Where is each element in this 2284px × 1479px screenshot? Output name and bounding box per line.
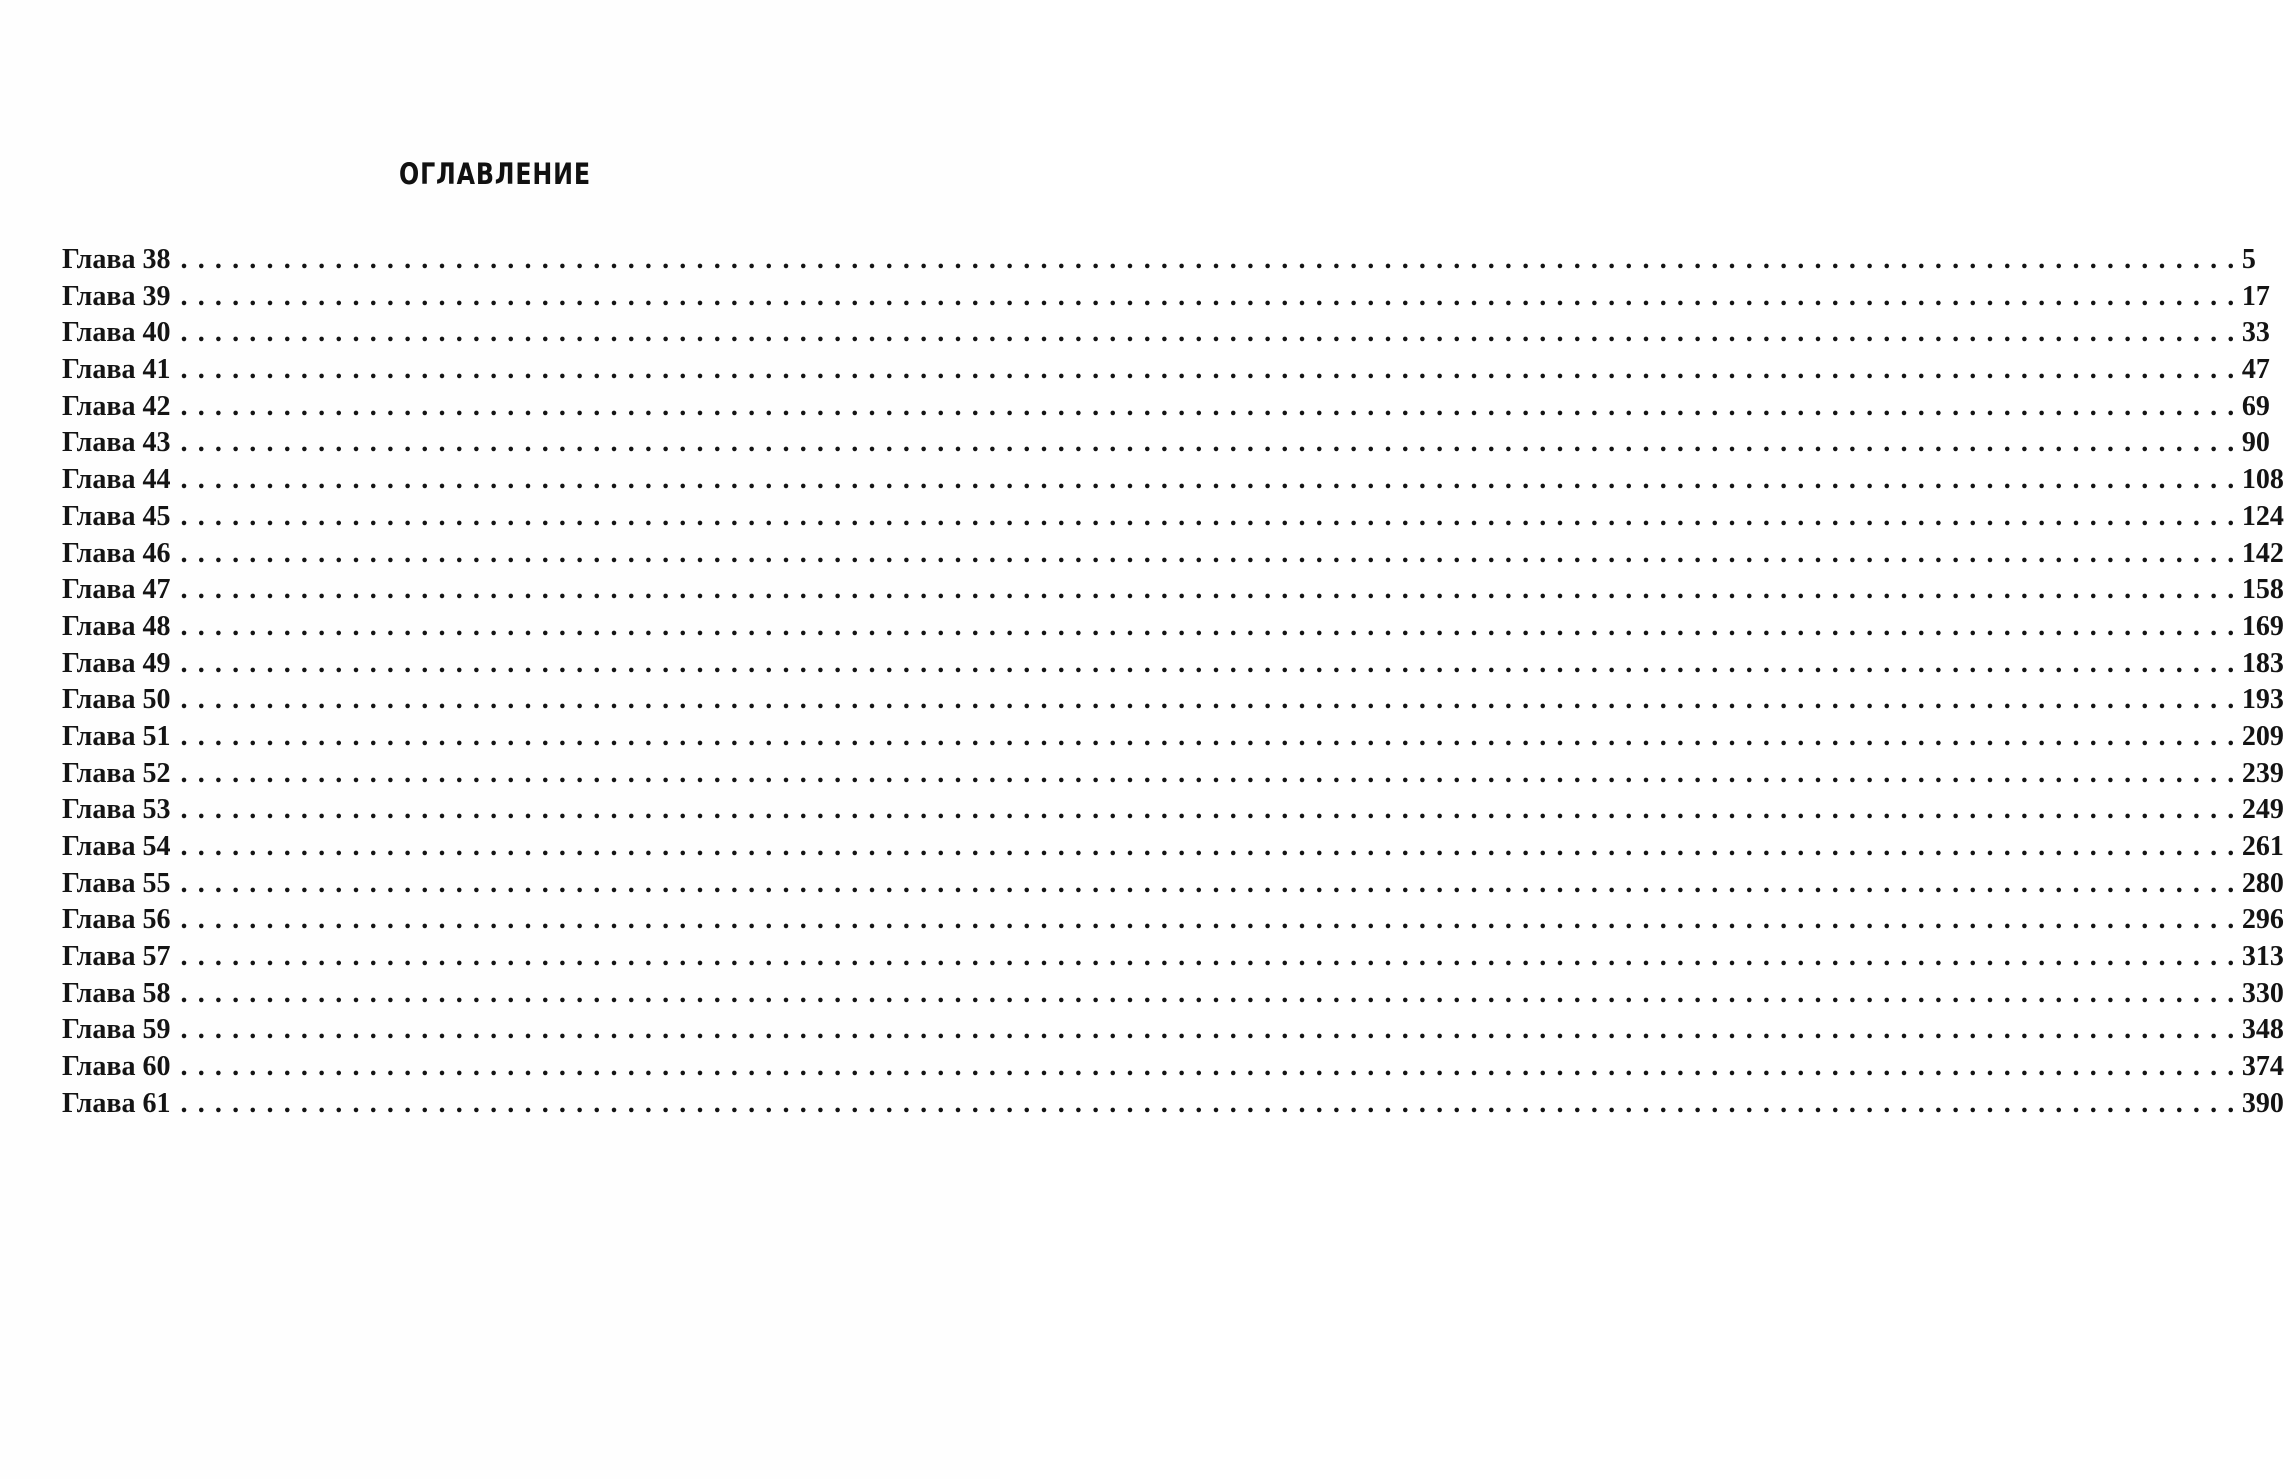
dot-leader: . . . . . . . . . . . . . . . . . . . . . . . . . . . . . . . . . . . . . . . . . . . . . . . . . . . . . . . . . . . . . . . . . . . . . . . . . . . . . . . . . . . . . . . . . . . . . . . . . . . . . . . . . . . . . . . . . . . . . . . . xyxy=(180,941,2236,973)
toc-entry xyxy=(62,866,2284,903)
dot-leader: . . . . . . . . . . . . . . . . . . . . . . . . . . . . . . . . . . . . . . . . . . . . . . . . . . . . . . . . . . . . . . . . . . . . . . . . . . . . . . . . . . . . . . . . . . . . . . . . . . . . . . . . . . . . . . . . . . . . . . . . xyxy=(180,647,2236,679)
dot-leader: . . . . . . . . . . . . . . . . . . . . . . . . . . . . . . . . . . . . . . . . . . . . . . . . . . . . . . . . . . . . . . . . . . . . . . . . . . . . . . . . . . . . . . . . . . . . . . . . . . . . . . . . . . . . . . . . . . . . . . . . xyxy=(180,831,2236,862)
page-number: 374 xyxy=(2241,1051,2284,1083)
toc-entry xyxy=(62,646,2284,683)
table-of-contents xyxy=(62,242,2284,1123)
chapter-label: Глава 60 xyxy=(62,1051,171,1083)
dot-leader: . . . . . . . . . . . . . . . . . . . . . . . . . . . . . . . . . . . . . . . . . . . . . . . . . . . . . . . . . . . . . . . . . . . . . . . . . . . . . . . . . . . . . . . . . . . . . . . . . . . . . . . . . . . . . . . . . . . . . . . . xyxy=(180,867,2236,899)
toc-entry xyxy=(62,1049,2284,1086)
page-number: 47 xyxy=(2241,354,2270,386)
toc-entry xyxy=(62,1012,2284,1049)
chapter-label: Глава 56 xyxy=(62,904,171,936)
chapter-label: Глава 41 xyxy=(62,354,171,386)
chapter-label: Глава 59 xyxy=(62,1014,171,1046)
toc-entry xyxy=(62,462,2284,499)
toc-entry xyxy=(62,499,2284,536)
toc-entry xyxy=(62,792,2284,829)
page-number: 142 xyxy=(2241,537,2284,569)
dot-leader: . . . . . . . . . . . . . . . . . . . . . . . . . . . . . . . . . . . . . . . . . . . . . . . . . . . . . . . . . . . . . . . . . . . . . . . . . . . . . . . . . . . . . . . . . . . . . . . . . . . . . . . . . . . . . . . . . . . . . . . . xyxy=(180,390,2236,422)
page-number: 69 xyxy=(2241,390,2270,422)
toc-entry xyxy=(62,976,2284,1013)
page-number: 17 xyxy=(2241,280,2270,312)
page-number: 313 xyxy=(2241,941,2284,973)
toc-entry xyxy=(62,389,2270,426)
page-number: 261 xyxy=(2241,831,2284,862)
dot-leader: . . . . . . . . . . . . . . . . . . . . . . . . . . . . . . . . . . . . . . . . . . . . . . . . . . . . . . . . . . . . . . . . . . . . . . . . . . . . . . . . . . . . . . . . . . . . . . . . . . . . . . . . . . . . . . . . . . . . . . . . xyxy=(180,904,2236,936)
page-number: 330 xyxy=(2241,977,2284,1009)
page-number: 280 xyxy=(2241,867,2284,899)
chapter-label: Глава 47 xyxy=(62,574,171,606)
page-number: 249 xyxy=(2241,794,2284,826)
page-number: 108 xyxy=(2241,464,2284,496)
dot-leader: . . . . . . . . . . . . . . . . . . . . . . . . . . . . . . . . . . . . . . . . . . . . . . . . . . . . . . . . . . . . . . . . . . . . . . . . . . . . . . . . . . . . . . . . . . . . . . . . . . . . . . . . . . . . . . . . . . . . . . . . xyxy=(180,1087,2236,1119)
toc-entry xyxy=(62,902,2284,939)
toc-entry xyxy=(62,829,2284,866)
chapter-label: Глава 55 xyxy=(62,867,171,899)
page-number: 90 xyxy=(2241,427,2270,459)
chapter-label: Глава 54 xyxy=(62,831,171,862)
toc-entry xyxy=(62,572,2284,609)
chapter-label: Глава 46 xyxy=(62,537,171,569)
toc-entry xyxy=(62,425,2270,462)
chapter-label: Глава 44 xyxy=(62,464,171,496)
dot-leader: . . . . . . . . . . . . . . . . . . . . . . . . . . . . . . . . . . . . . . . . . . . . . . . . . . . . . . . . . . . . . . . . . . . . . . . . . . . . . . . . . . . . . . . . . . . . . . . . . . . . . . . . . . . . . . . . . . . . . . . . xyxy=(180,684,2236,716)
page-number: 158 xyxy=(2241,574,2284,606)
dot-leader: . . . . . . . . . . . . . . . . . . . . . . . . . . . . . . . . . . . . . . . . . . . . . . . . . . . . . . . . . . . . . . . . . . . . . . . . . . . . . . . . . . . . . . . . . . . . . . . . . . . . . . . . . . . . . . . . . . . . . . . . xyxy=(180,244,2236,275)
chapter-label: Глава 53 xyxy=(62,794,171,826)
toc-entry xyxy=(62,315,2270,352)
dot-leader: . . . . . . . . . . . . . . . . . . . . . . . . . . . . . . . . . . . . . . . . . . . . . . . . . . . . . . . . . . . . . . . . . . . . . . . . . . . . . . . . . . . . . . . . . . . . . . . . . . . . . . . . . . . . . . . . . . . . . . . . xyxy=(180,574,2236,606)
chapter-label: Глава 57 xyxy=(62,941,171,973)
dot-leader: . . . . . . . . . . . . . . . . . . . . . . . . . . . . . . . . . . . . . . . . . . . . . . . . . . . . . . . . . . . . . . . . . . . . . . . . . . . . . . . . . . . . . . . . . . . . . . . . . . . . . . . . . . . . . . . . . . . . . . . . xyxy=(180,500,2236,532)
toc-entry xyxy=(62,352,2270,389)
page-title: ОГЛАВЛЕНИЕ xyxy=(399,157,591,192)
chapter-label: Глава 39 xyxy=(62,280,171,312)
toc-entry xyxy=(62,939,2284,976)
dot-leader: . . . . . . . . . . . . . . . . . . . . . . . . . . . . . . . . . . . . . . . . . . . . . . . . . . . . . . . . . . . . . . . . . . . . . . . . . . . . . . . . . . . . . . . . . . . . . . . . . . . . . . . . . . . . . . . . . . . . . . . . xyxy=(180,977,2236,1009)
dot-leader: . . . . . . . . . . . . . . . . . . . . . . . . . . . . . . . . . . . . . . . . . . . . . . . . . . . . . . . . . . . . . . . . . . . . . . . . . . . . . . . . . . . . . . . . . . . . . . . . . . . . . . . . . . . . . . . . . . . . . . . . xyxy=(180,537,2236,569)
chapter-label: Глава 40 xyxy=(62,317,171,349)
dot-leader: . . . . . . . . . . . . . . . . . . . . . . . . . . . . . . . . . . . . . . . . . . . . . . . . . . . . . . . . . . . . . . . . . . . . . . . . . . . . . . . . . . . . . . . . . . . . . . . . . . . . . . . . . . . . . . . . . . . . . . . . xyxy=(180,354,2236,386)
page-number: 169 xyxy=(2241,610,2284,642)
page-number: 348 xyxy=(2241,1014,2284,1046)
dot-leader: . . . . . . . . . . . . . . . . . . . . . . . . . . . . . . . . . . . . . . . . . . . . . . . . . . . . . . . . . . . . . . . . . . . . . . . . . . . . . . . . . . . . . . . . . . . . . . . . . . . . . . . . . . . . . . . . . . . . . . . . xyxy=(180,757,2236,789)
chapter-label: Глава 38 xyxy=(62,244,171,275)
page-number: 296 xyxy=(2241,904,2284,936)
dot-leader: . . . . . . . . . . . . . . . . . . . . . . . . . . . . . . . . . . . . . . . . . . . . . . . . . . . . . . . . . . . . . . . . . . . . . . . . . . . . . . . . . . . . . . . . . . . . . . . . . . . . . . . . . . . . . . . . . . . . . . . . xyxy=(180,1014,2236,1046)
chapter-label: Глава 58 xyxy=(62,977,171,1009)
toc-entry xyxy=(62,536,2284,573)
toc-entry xyxy=(62,609,2284,646)
dot-leader: . . . . . . . . . . . . . . . . . . . . . . . . . . . . . . . . . . . . . . . . . . . . . . . . . . . . . . . . . . . . . . . . . . . . . . . . . . . . . . . . . . . . . . . . . . . . . . . . . . . . . . . . . . . . . . . . . . . . . . . . xyxy=(180,794,2236,826)
dot-leader: . . . . . . . . . . . . . . . . . . . . . . . . . . . . . . . . . . . . . . . . . . . . . . . . . . . . . . . . . . . . . . . . . . . . . . . . . . . . . . . . . . . . . . . . . . . . . . . . . . . . . . . . . . . . . . . . . . . . . . . . xyxy=(180,317,2236,349)
dot-leader: . . . . . . . . . . . . . . . . . . . . . . . . . . . . . . . . . . . . . . . . . . . . . . . . . . . . . . . . . . . . . . . . . . . . . . . . . . . . . . . . . . . . . . . . . . . . . . . . . . . . . . . . . . . . . . . . . . . . . . . . xyxy=(180,427,2236,459)
chapter-label: Глава 52 xyxy=(62,757,171,789)
dot-leader: . . . . . . . . . . . . . . . . . . . . . . . . . . . . . . . . . . . . . . . . . . . . . . . . . . . . . . . . . . . . . . . . . . . . . . . . . . . . . . . . . . . . . . . . . . . . . . . . . . . . . . . . . . . . . . . . . . . . . . . . xyxy=(180,280,2236,312)
chapter-label: Глава 51 xyxy=(62,720,171,752)
toc-entry xyxy=(62,719,2284,756)
chapter-label: Глава 61 xyxy=(62,1087,171,1119)
toc-entry xyxy=(62,1086,2284,1123)
toc-entry xyxy=(62,279,2270,316)
toc-entry xyxy=(62,242,2256,279)
page-number: 239 xyxy=(2241,757,2284,789)
dot-leader: . . . . . . . . . . . . . . . . . . . . . . . . . . . . . . . . . . . . . . . . . . . . . . . . . . . . . . . . . . . . . . . . . . . . . . . . . . . . . . . . . . . . . . . . . . . . . . . . . . . . . . . . . . . . . . . . . . . . . . . . xyxy=(180,720,2236,752)
dot-leader: . . . . . . . . . . . . . . . . . . . . . . . . . . . . . . . . . . . . . . . . . . . . . . . . . . . . . . . . . . . . . . . . . . . . . . . . . . . . . . . . . . . . . . . . . . . . . . . . . . . . . . . . . . . . . . . . . . . . . . . . xyxy=(180,464,2236,496)
chapter-label: Глава 50 xyxy=(62,684,171,716)
page-number: 183 xyxy=(2241,647,2284,679)
chapter-label: Глава 42 xyxy=(62,390,171,422)
page-number: 209 xyxy=(2241,720,2284,752)
chapter-label: Глава 43 xyxy=(62,427,171,459)
chapter-label: Глава 49 xyxy=(62,647,171,679)
page-number: 124 xyxy=(2241,500,2284,532)
dot-leader: . . . . . . . . . . . . . . . . . . . . . . . . . . . . . . . . . . . . . . . . . . . . . . . . . . . . . . . . . . . . . . . . . . . . . . . . . . . . . . . . . . . . . . . . . . . . . . . . . . . . . . . . . . . . . . . . . . . . . . . . xyxy=(180,610,2236,642)
toc-entry xyxy=(62,682,2284,719)
dot-leader: . . . . . . . . . . . . . . . . . . . . . . . . . . . . . . . . . . . . . . . . . . . . . . . . . . . . . . . . . . . . . . . . . . . . . . . . . . . . . . . . . . . . . . . . . . . . . . . . . . . . . . . . . . . . . . . . . . . . . . . . xyxy=(180,1051,2236,1083)
chapter-label: Глава 48 xyxy=(62,610,171,642)
chapter-label: Глава 45 xyxy=(62,500,171,532)
page-number: 390 xyxy=(2241,1087,2284,1119)
page-number: 33 xyxy=(2241,317,2270,349)
toc-entry xyxy=(62,756,2284,793)
page-number: 193 xyxy=(2241,684,2284,716)
page-number: 5 xyxy=(2241,244,2256,275)
